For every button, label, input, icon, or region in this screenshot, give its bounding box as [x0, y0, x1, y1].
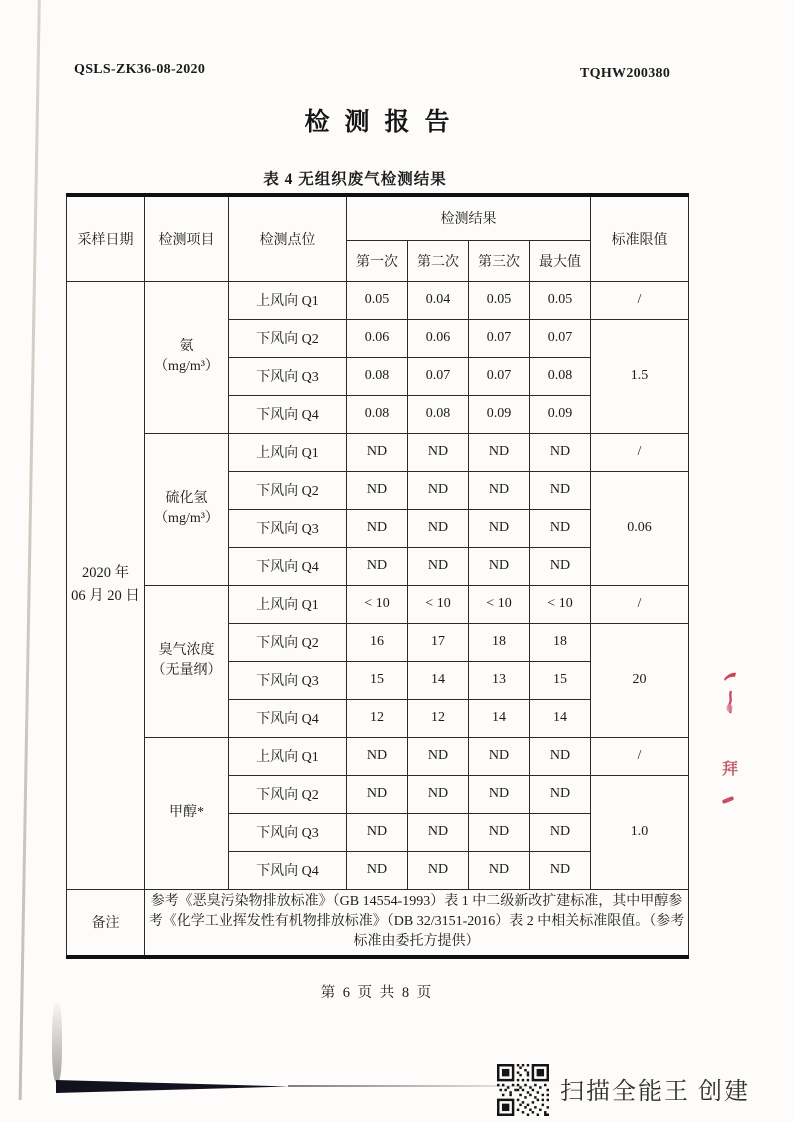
table-header-row — [67, 195, 689, 240]
value-cell: ND — [408, 547, 469, 585]
item-cell: 硫化氢 （mg/m³） — [145, 433, 229, 585]
value-cell: ND — [408, 737, 469, 775]
location-cell: 下风向 Q3 — [229, 813, 347, 851]
location-cell: 上风向 Q1 — [229, 433, 347, 471]
table-row — [67, 585, 689, 623]
remark-text-cell: 参考《恶臭污染物排放标准》（GB 14554-1993）表 1 中二级新改扩建标准，其中甲醇参考《化学工业挥发性有机物排放标准》（DB 32/3151-2016）表 2 中相关标准限值。（参考标准由委托方提供） — [145, 889, 689, 957]
page-curl-shadow — [56, 1080, 289, 1093]
header-sampling-date: 采样日期 — [67, 195, 145, 281]
location-cell: 下风向 Q2 — [229, 471, 347, 509]
item-cell: 氨 （mg/m³） — [145, 281, 229, 433]
doc-number-left: QSLS-ZK36-08-2020 — [74, 62, 206, 77]
header-test-item: 检测项目 — [145, 195, 229, 281]
qr-code-icon — [497, 1064, 549, 1116]
red-seal-fragment-icon: 拜 — [722, 761, 738, 778]
value-cell: 0.05 — [530, 281, 591, 319]
value-cell: ND — [347, 509, 408, 547]
location-cell: 下风向 Q4 — [229, 547, 347, 585]
value-cell: 0.08 — [347, 395, 408, 433]
value-cell: 0.05 — [469, 281, 530, 319]
value-cell: 0.06 — [408, 319, 469, 357]
value-cell: ND — [347, 851, 408, 889]
value-cell: 17 — [408, 623, 469, 661]
value-cell: ND — [469, 509, 530, 547]
value-cell: ND — [347, 471, 408, 509]
item-cell: 甲醇* — [145, 737, 229, 889]
value-cell: 14 — [469, 699, 530, 737]
value-cell: ND — [408, 851, 469, 889]
limit-cell: / — [591, 281, 689, 319]
value-cell: ND — [530, 433, 591, 471]
limit-cell: 0.06 — [591, 471, 689, 585]
limit-cell: / — [591, 433, 689, 471]
location-cell: 上风向 Q1 — [229, 737, 347, 775]
location-cell: 下风向 Q3 — [229, 357, 347, 395]
value-cell: < 10 — [408, 585, 469, 623]
location-cell: 下风向 Q2 — [229, 623, 347, 661]
value-cell: ND — [530, 547, 591, 585]
location-cell: 下风向 Q2 — [229, 319, 347, 357]
value-cell: ND — [408, 775, 469, 813]
remark-row — [67, 889, 689, 957]
value-cell: 0.08 — [530, 357, 591, 395]
value-cell: 0.06 — [347, 319, 408, 357]
table-row — [67, 433, 689, 471]
value-cell: ND — [408, 471, 469, 509]
value-cell: ND — [408, 813, 469, 851]
header-test-results: 检测结果 — [347, 195, 591, 240]
value-cell: ND — [469, 737, 530, 775]
value-cell: 0.08 — [408, 395, 469, 433]
limit-cell: / — [591, 737, 689, 775]
value-cell: 0.09 — [469, 395, 530, 433]
value-cell: ND — [347, 547, 408, 585]
value-cell: 0.07 — [469, 357, 530, 395]
limit-cell: 1.0 — [591, 775, 689, 889]
value-cell: ND — [530, 775, 591, 813]
value-cell: ND — [469, 775, 530, 813]
value-cell: < 10 — [530, 585, 591, 623]
value-cell: 16 — [347, 623, 408, 661]
value-cell: ND — [347, 775, 408, 813]
table-row — [67, 737, 689, 775]
value-cell: 0.04 — [408, 281, 469, 319]
value-cell: 13 — [469, 661, 530, 699]
value-cell: < 10 — [347, 585, 408, 623]
value-cell: 14 — [408, 661, 469, 699]
location-cell: 下风向 Q3 — [229, 509, 347, 547]
scan-shadow — [52, 1002, 62, 1082]
value-cell: ND — [530, 851, 591, 889]
limit-cell: / — [591, 585, 689, 623]
value-cell: 15 — [530, 661, 591, 699]
remark-label-cell: 备注 — [67, 889, 145, 957]
date-cell: 2020 年 06 月 20 日 — [67, 281, 145, 889]
table-row — [67, 281, 689, 319]
value-cell: ND — [469, 547, 530, 585]
value-cell: 12 — [347, 699, 408, 737]
value-cell: ND — [530, 737, 591, 775]
value-cell: ND — [530, 813, 591, 851]
results-table — [66, 193, 689, 959]
location-cell: 下风向 Q3 — [229, 661, 347, 699]
header-first-run: 第一次 — [347, 240, 408, 281]
value-cell: 0.08 — [347, 357, 408, 395]
header-standard-limit: 标准限值 — [591, 195, 689, 281]
value-cell: ND — [408, 433, 469, 471]
value-cell: 0.05 — [347, 281, 408, 319]
location-cell: 下风向 Q4 — [229, 395, 347, 433]
value-cell: ND — [530, 509, 591, 547]
scanner-app-label: 扫描全能王 创建 — [560, 1079, 750, 1105]
limit-cell: 20 — [591, 623, 689, 737]
value-cell: 14 — [530, 699, 591, 737]
value-cell: 18 — [530, 623, 591, 661]
location-cell: 上风向 Q1 — [229, 585, 347, 623]
value-cell: ND — [347, 737, 408, 775]
scan-fold-line — [19, 0, 41, 1100]
item-cell: 臭气浓度 （无量纲） — [145, 585, 229, 737]
value-cell: ND — [347, 433, 408, 471]
value-cell: < 10 — [469, 585, 530, 623]
header-max-value: 最大值 — [530, 240, 591, 281]
value-cell: 0.07 — [408, 357, 469, 395]
value-cell: ND — [469, 433, 530, 471]
page-number: 第 6 页 共 8 页 — [320, 985, 434, 1001]
value-cell: ND — [469, 851, 530, 889]
value-cell: ND — [469, 813, 530, 851]
value-cell: 0.07 — [530, 319, 591, 357]
doc-number-right: TQHW200380 — [580, 66, 671, 81]
location-cell: 下风向 Q2 — [229, 775, 347, 813]
value-cell: ND — [408, 509, 469, 547]
header-second-run: 第二次 — [408, 240, 469, 281]
value-cell: 0.09 — [530, 395, 591, 433]
value-cell: 18 — [469, 623, 530, 661]
header-third-run: 第三次 — [469, 240, 530, 281]
limit-cell: 1.5 — [591, 319, 689, 433]
location-cell: 下风向 Q4 — [229, 851, 347, 889]
red-seal-fragment-icon — [722, 670, 738, 684]
red-seal-fragment-icon — [722, 796, 735, 804]
location-cell: 下风向 Q4 — [229, 699, 347, 737]
red-seal-fragment-icon — [723, 690, 738, 716]
header-test-location: 检测点位 — [229, 195, 347, 281]
value-cell: ND — [530, 471, 591, 509]
location-cell: 上风向 Q1 — [229, 281, 347, 319]
table-caption: 表 4 无组织废气检测结果 — [263, 171, 447, 188]
page-title: 检测报告 — [304, 109, 465, 136]
value-cell: 15 — [347, 661, 408, 699]
value-cell: 0.07 — [469, 319, 530, 357]
value-cell: ND — [347, 813, 408, 851]
value-cell: 12 — [408, 699, 469, 737]
value-cell: ND — [469, 471, 530, 509]
